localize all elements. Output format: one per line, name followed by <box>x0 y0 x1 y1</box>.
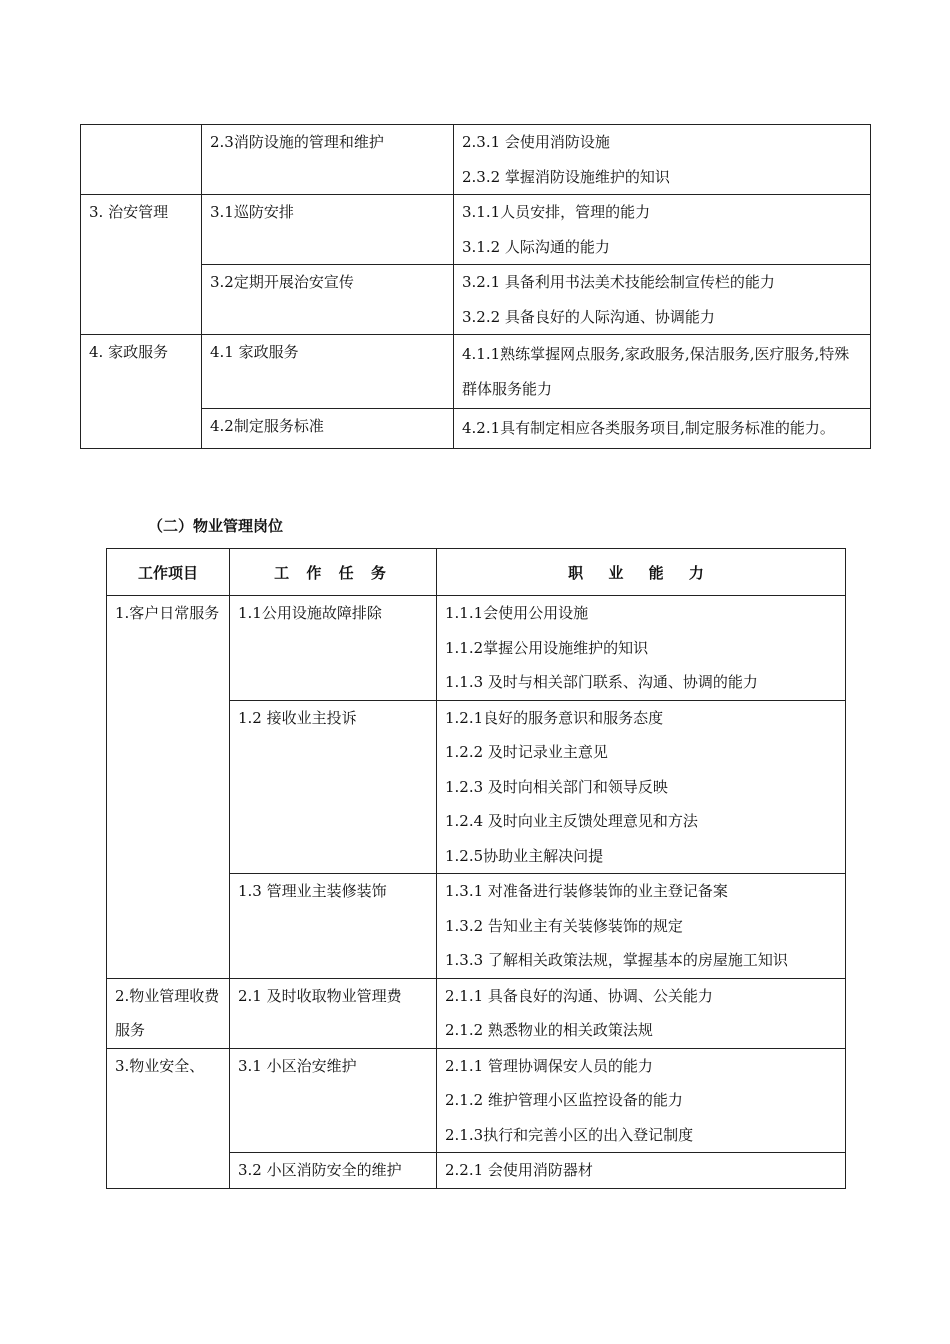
ability-item: 2.1.1 具备良好的沟通、协调、公关能力 <box>445 986 713 1005</box>
ability-cell <box>437 1153 846 1189</box>
task-cell: 3.2 小区消防安全的维护 <box>230 1153 437 1189</box>
task-cell: 1.2 接收业主投诉 <box>230 700 437 874</box>
ability-item: 2.1.3执行和完善小区的出入登记制度 <box>445 1125 694 1144</box>
task-cell: 3.1巡防安排 <box>202 195 454 265</box>
project-cell: 3.物业安全、 <box>107 1048 230 1188</box>
project-cell: 4. 家政服务 <box>81 335 202 449</box>
task-cell: 2.3消防设施的管理和维护 <box>202 125 454 195</box>
section-title: （二）物业管理岗位 <box>148 517 284 535</box>
ability-cell <box>437 1048 846 1153</box>
ability-cell <box>454 125 871 195</box>
ability-item: 1.3.1 对准备进行装修装饰的业主登记备案 <box>445 882 728 900</box>
ability-item: 3.1.1人员安排，管理的能力 <box>462 203 651 221</box>
ability-item: 1.2.1良好的服务意识和服务态度 <box>445 708 664 727</box>
table-row <box>107 978 846 1048</box>
project-cell: 1.客户日常服务 <box>107 596 230 979</box>
ability-item: 2.1.1 管理协调保安人员的能力 <box>445 1056 653 1075</box>
ability-cell <box>454 265 871 335</box>
competency-table-2 <box>106 548 846 1189</box>
task-cell: 4.1 家政服务 <box>202 335 454 409</box>
ability-item: 3.2.1 具备利用书法美术技能绘制宣传栏的能力 <box>462 273 775 291</box>
ability-item: 2.3.1 会使用消防设施 <box>462 133 610 151</box>
ability-cell <box>454 409 871 449</box>
ability-cell <box>437 596 846 701</box>
project-cell <box>81 125 202 195</box>
ability-item: 2.1.2 熟悉物业的相关政策法规 <box>445 1021 653 1039</box>
ability-cell <box>437 700 846 874</box>
table-row <box>107 1048 846 1153</box>
ability-item: 1.1.1会使用公用设施 <box>445 604 589 622</box>
ability-cell <box>437 874 846 979</box>
column-header: 工 作 任 务 <box>230 549 437 596</box>
header-row <box>107 549 846 596</box>
ability-item: 2.2.1 会使用消防器材 <box>445 1161 593 1179</box>
ability-item: 4.1.1熟练掌握网点服务,家政服务,保洁服务,医疗服务,特殊群体服务能力 <box>462 345 850 398</box>
ability-item: 3.2.2 具备良好的人际沟通、协调能力 <box>462 307 715 326</box>
task-cell: 3.1 小区治安维护 <box>230 1048 437 1153</box>
ability-item: 1.3.3 了解相关政策法规，掌握基本的房屋施工知识 <box>445 951 788 969</box>
project-cell: 3. 治安管理 <box>81 195 202 335</box>
ability-item: 1.3.2 告知业主有关装修装饰的规定 <box>445 916 683 935</box>
ability-item: 4.2.1具有制定相应各类服务项目,制定服务标准的能力。 <box>462 419 835 437</box>
task-cell: 1.1公用设施故障排除 <box>230 596 437 701</box>
column-header: 工作项目 <box>107 549 230 596</box>
ability-item: 1.2.2 及时记录业主意见 <box>445 743 608 761</box>
table-row <box>81 195 871 265</box>
ability-cell <box>454 335 871 409</box>
ability-cell <box>437 978 846 1048</box>
table-row <box>107 596 846 701</box>
task-cell: 2.1 及时收取物业管理费 <box>230 978 437 1048</box>
competency-table-1 <box>80 124 871 449</box>
table-row <box>81 125 871 195</box>
ability-item: 1.2.4 及时向业主反馈处理意见和方法 <box>445 812 698 830</box>
ability-item: 1.1.3 及时与相关部门联系、沟通、协调的能力 <box>445 673 758 691</box>
task-cell: 1.3 管理业主装修装饰 <box>230 874 437 979</box>
ability-item: 1.2.5协助业主解决问提 <box>445 846 604 865</box>
ability-item: 1.2.3 及时向相关部门和领导反映 <box>445 777 668 796</box>
column-header: 职 业 能 力 <box>437 549 846 596</box>
ability-item: 2.3.2 掌握消防设施维护的知识 <box>462 167 670 186</box>
ability-item: 3.1.2 人际沟通的能力 <box>462 237 610 256</box>
ability-item: 1.1.2掌握公用设施维护的知识 <box>445 638 649 657</box>
table-row <box>81 335 871 409</box>
ability-cell <box>454 195 871 265</box>
project-cell: 2.物业管理收费服务 <box>107 978 230 1048</box>
ability-item: 2.1.2 维护管理小区监控设备的能力 <box>445 1091 683 1109</box>
task-cell: 4.2制定服务标准 <box>202 409 454 449</box>
task-cell: 3.2定期开展治安宣传 <box>202 265 454 335</box>
